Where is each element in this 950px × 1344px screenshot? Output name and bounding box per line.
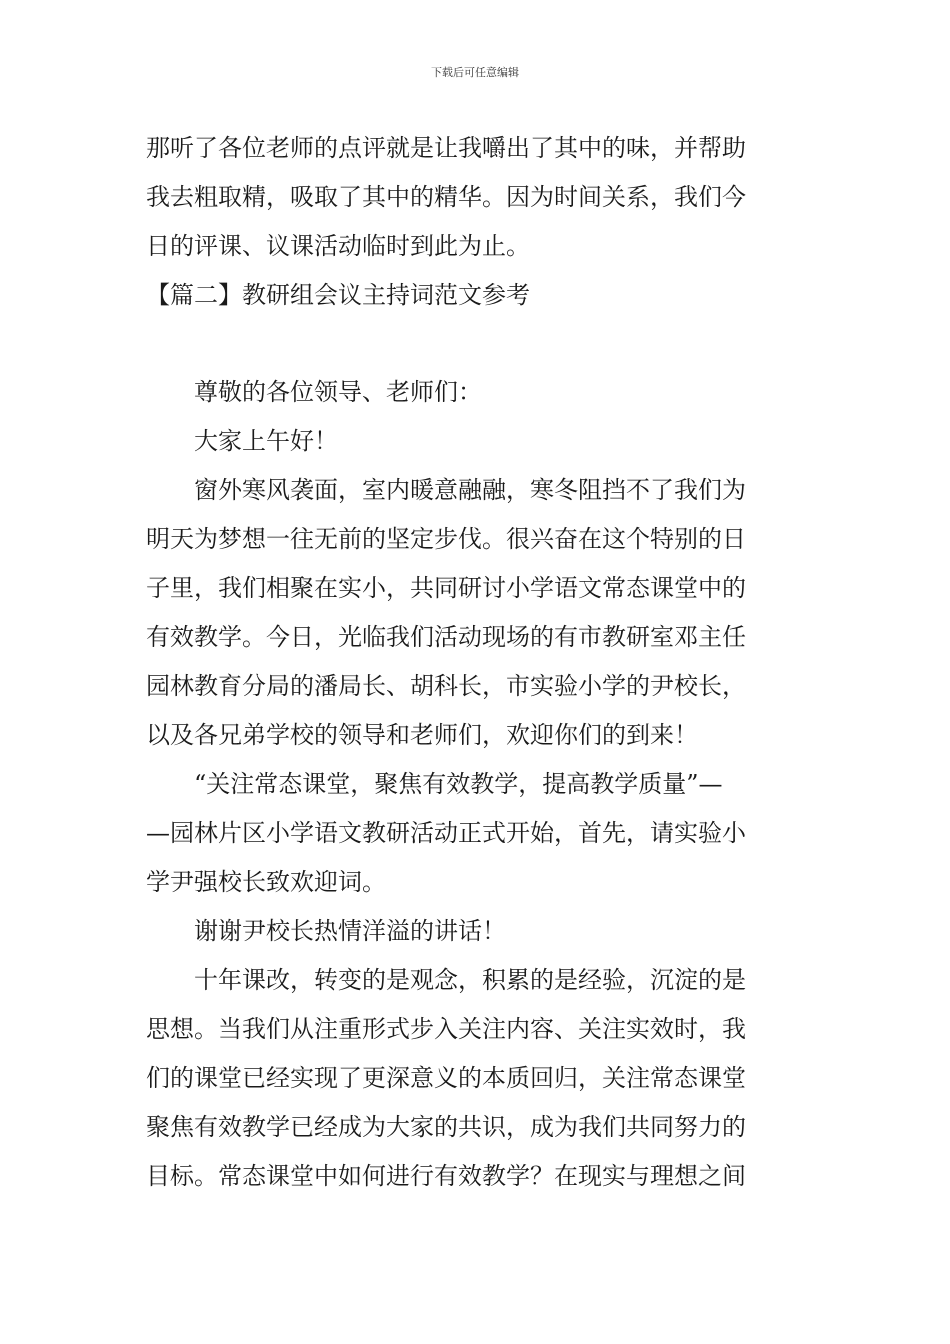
document-body	[146, 124, 806, 1201]
page-header: 下载后可任意编辑	[431, 66, 519, 79]
text-line: 十年课改，转变的是观念，积累的是经验，沉淀的是	[194, 966, 746, 994]
text-line: 聚焦有效教学已经成为大家的共识，成为我们共同努力的	[146, 1113, 746, 1141]
text-line: 窗外寒风袭面，室内暖意融融，寒冬阻挡不了我们为	[194, 476, 746, 504]
text-line: 那听了各位老师的点评就是让我嚼出了其中的味，并帮助	[146, 134, 746, 162]
text-line: 目标。常态课堂中如何进行有效教学？在现实与理想之间	[146, 1162, 746, 1190]
text-line: 有效教学。今日，光临我们活动现场的有市教研室邓主任	[146, 623, 746, 651]
text-line: 们的课堂已经实现了更深意义的本质回归，关注常态课堂	[146, 1064, 746, 1092]
text-line: —园林片区小学语文教研活动正式开始，首先，请实验小	[146, 819, 746, 847]
text-line: 园林教育分局的潘局长、胡科长，市实验小学的尹校长，	[146, 672, 746, 700]
text-line: “关注常态课堂，聚焦有效教学，提高教学质量”—	[194, 770, 723, 798]
section-heading: 【篇二】教研组会议主持词范文参考	[146, 281, 530, 309]
text-line: 日的评课、议课活动临时到此为止。	[146, 232, 530, 260]
text-line: 思想。当我们从注重形式步入关注内容、关注实效时，我	[146, 1015, 746, 1043]
salutation: 尊敬的各位领导、老师们：	[194, 378, 482, 406]
text-line: 以及各兄弟学校的领导和老师们，欢迎你们的到来！	[146, 721, 698, 749]
greeting: 大家上午好！	[194, 427, 338, 455]
text-line: 子里，我们相聚在实小，共同研讨小学语文常态课堂中的	[146, 574, 746, 602]
blank-line	[146, 320, 806, 368]
text-line: 明天为梦想一往无前的坚定步伐。很兴奋在这个特别的日	[146, 525, 746, 553]
text-line: 我去粗取精，吸取了其中的精华。因为时间关系，我们今	[146, 183, 746, 211]
text-line: 谢谢尹校长热情洋溢的讲话！	[194, 917, 506, 945]
text-line: 学尹强校长致欢迎词。	[146, 868, 386, 896]
